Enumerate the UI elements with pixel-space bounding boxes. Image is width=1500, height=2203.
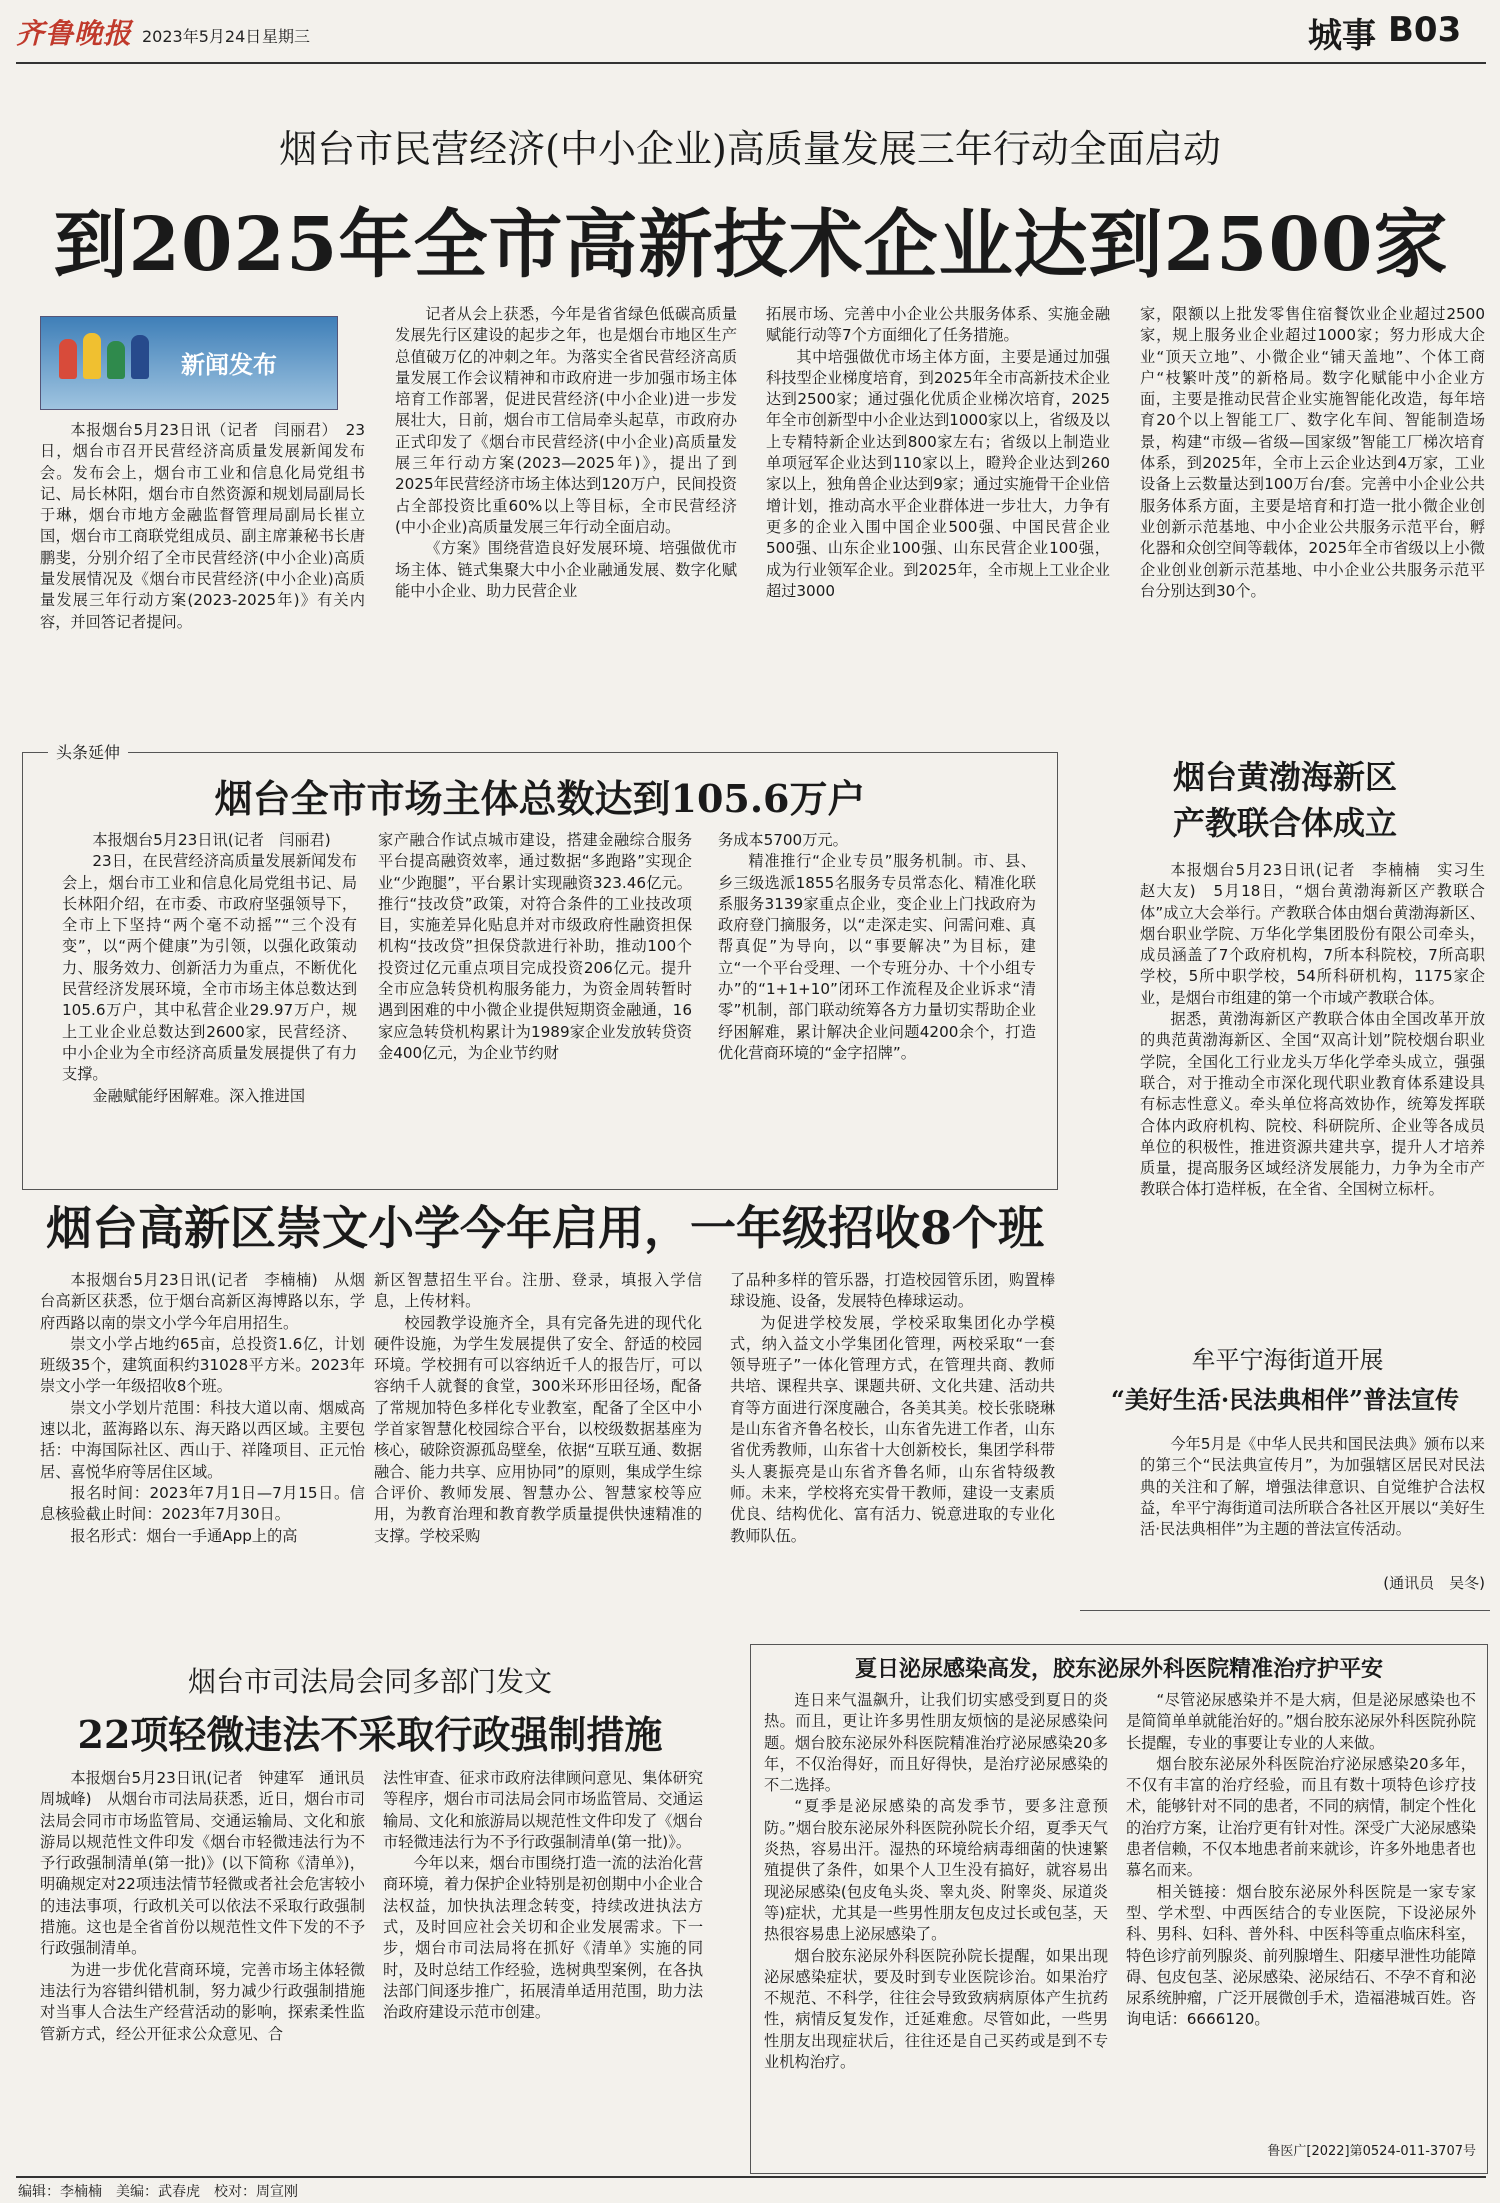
muping-kicker: 牟平宁海街道开展 xyxy=(1191,1346,1384,1374)
newspaper-logo: 齐鲁晚报 xyxy=(16,17,133,50)
muping-headline: “美好生活·民法典相伴”普法宣传 xyxy=(1111,1385,1459,1414)
microphone-icon xyxy=(131,335,149,379)
school-column-1 xyxy=(40,1270,365,1640)
school-headline: 烟台高新区崇文小学今年启用，一年级招收8个班 xyxy=(45,1201,1044,1255)
divider xyxy=(1080,1610,1490,1611)
microphone-icon xyxy=(107,341,125,379)
paragraph: 拓展市场、完善中小企业公共服务体系、实施金融赋能行动等7个方面细化了任务措施。 xyxy=(766,305,1110,345)
paragraph: 法性审查、征求市政府法律顾问意见、集体研究等程序，烟台市司法局会同市场监管局、交通运输局、文化和旅游局以规范性文件印发了《烟台市轻微违法行为不予行政强制清单(第一批)》。 xyxy=(383,1769,703,1851)
paragraph: 本报烟台5月23日讯(记者 李楠楠 实习生 赵大友) 5月18日，“烟台黄渤海新区产教联合体”成立大会举行。产教联合体由烟台黄渤海新区、烟台职业学院、万华化学集团股份有限公司牵头，成员涵盖了7个政府机构，7所本科院校，7所高职学校，5所中职学校，54所科研机构，1175家企业，是烟台市组建的第一个市域产教联合体。 xyxy=(1140,861,1500,1007)
paragraph: 崇文小学划片范围：科技大道以南、烟威高速以北，蓝海路以东、海天路以西区域。主要包括：中海国际社区、西山于、祥隆项目、正元怡居、喜悦华府等居住区域。 xyxy=(40,1398,365,1481)
ad-license: 鲁医广[2022]第0524-011-3707号 xyxy=(1267,2144,1476,2159)
legal-column-2 xyxy=(383,1768,703,2168)
paragraph: 家产融合作试点城市建设，搭建金融综合服务平台提高融资效率，通过数据“多跑路”实现企业“少跑腿”，平台累计实现融资323.46亿元。推行“技改贷”政策，对符合条件的工业技改项目，实施差异化贴息并对市级政府性融资担保机构“技改贷”担保贷款进行补助，推动100个投资过亿元重点项目完成投资206亿元。提升全市应急转贷机构服务能力，为资金周转暂时遇到困难的中小微企业提供短期资金融通，16家应急转贷机构累计为1989家企业发放转贷资金400亿元，为企业节约财 xyxy=(378,831,692,1062)
paragraph: 据悉，黄渤海新区产教联合体由全国改革开放的典范黄渤海新区、全国“双高计划”院校烟台职业学院，全国化工行业龙头万华化学牵头成立，强强联合，对于推动全市深化现代职业教育体系建设具有标志性意义。牵头单位将高效协作，统筹发挥联合体内政府机构、院校、科研院所、企业等各成员单位的积极性，推进资源共建共享，提升人才培养质量，提高服务区域经济发展能力，力争为全市产教联合体打造样板，在全省、全国树立标杆。 xyxy=(1140,1010,1485,1199)
paragraph: 本报烟台5月23日讯(记者 闫丽君) xyxy=(92,831,331,849)
paragraph: 连日来气温飙升，让我们切实感受到夏日的炎热。而且，更让许多男性朋友烦恼的是泌尿感染问题。烟台胶东泌尿外科医院精准治疗泌尿感染20多年，不仅治得好，而且好得快，是治疗泌尿感染的不二选择。 xyxy=(764,1691,1108,1795)
paragraph: 为进一步优化营商环境，完善市场主体轻微违法行为容错纠错机制，努力减少行政强制措施对当事人合法生产经营活动的影响，探索柔性监管新方式，经公开征求公众意见、合 xyxy=(40,1960,365,2043)
news-release-label: 新闻发布 xyxy=(181,351,277,379)
industry-headline-line-1: 烟台黄渤海新区 xyxy=(1172,758,1397,796)
section-tag: 头条延伸 xyxy=(48,740,128,763)
masthead-rule xyxy=(16,62,1486,64)
paragraph: 烟台胶东泌尿外科医院治疗泌尿感染20多年，不仅有丰富的治疗经验，而且有数十项特色诊疗技术，能够针对不同的患者，不同的病情，制定个性化的治疗方案，让治疗更有针对性。深受广大泌尿感染患者信赖，不仅本地患者前来就诊，许多外地患者也慕名而来。 xyxy=(1126,1754,1476,1880)
market-column-2 xyxy=(378,830,692,1180)
paragraph: 新区智慧招生平台。注册、登录，填报入学信息，上传材料。 xyxy=(374,1271,702,1311)
paragraph: 了品种多样的管乐器，打造校园管乐团，购置棒球设施、设备，发展特色棒球运动。 xyxy=(730,1271,1055,1311)
paragraph: 校园教学设施齐全，具有完备先进的现代化硬件设施，为学生发展提供了安全、舒适的校园环境。学校拥有可以容纳近千人的报告厅，可以容纳千人就餐的食堂，300米环形田径场，配备了常规加特色多样化专业教室，配备了全区中小学首家智慧化校园综合平台，以校级数据基座为核心，破除资源孤岛壁垒，依据“互联互通、数据融合、能力共享、应用协同”的原则，集成学生综合评价、教师发展、智慧办公、智慧家校等应用，为教育治理和教育教学质量提供快速精准的支撑。学校采购 xyxy=(374,1313,702,1545)
market-column-1 xyxy=(62,830,357,1180)
lead-column-2 xyxy=(395,304,737,704)
paragraph: 报名形式：烟台一手通App上的高 xyxy=(70,1526,298,1545)
lead-kicker: 烟台市民营经济(中小企业)高质量发展三年行动全面启动 xyxy=(279,127,1221,171)
issue-date: 2023年5月24日 xyxy=(142,27,262,46)
lead-column-3 xyxy=(766,304,1110,704)
lead-headline: 到2025年全市高新技术企业达到2500家 xyxy=(53,202,1449,288)
industry-headline-line-2: 产教联合体成立 xyxy=(1172,804,1397,842)
paragraph: “夏季是泌尿感染的高发季节，要多注意预防。”烟台胶东泌尿外科医院孙院长介绍，夏季天气炎热，容易出汗。湿热的环境给病毒细菌的快速繁殖提供了条件，如果个人卫生没有搞好，就容易出现泌尿感染(包皮龟头炎、睾丸炎、附睾炎、尿道炎等)症状，尤其是一些男性朋友包皮过长或包茎，天热很容易患上泌尿感染了。 xyxy=(764,1797,1108,1944)
footer-rule xyxy=(16,2176,1486,2178)
paragraph: 务成本5700万元。 xyxy=(718,831,848,849)
paragraph: 本报烟台5月23日讯（记者 闫丽君） 23日，烟台市召开民营经济高质量发展新闻发布会。发布会上，烟台市工业和信息化局党组书记、局长林阳，烟台市自然资源和规划局副局长于琳，烟台市地方金融监督管理局副局长崔立国，烟台市工商联党组成员、副主席兼秘书长唐鹏斐，分别介绍了全市民营经济(中小企业)高质量发展情况及《烟台市民营经济(中小企业)高质量发展三年行动方案(2023-2025年)》有关内容，并回答记者提问。 xyxy=(40,421,365,631)
microphone-icon xyxy=(59,339,77,379)
news-release-badge xyxy=(40,316,338,410)
lead-column-4 xyxy=(1140,304,1485,704)
legal-column-1 xyxy=(40,1768,381,2168)
issue-weekday: 星期三 xyxy=(262,27,311,46)
ad-column-1 xyxy=(764,1690,1108,2160)
legal-headline: 22项轻微违法不采取行政强制措施 xyxy=(77,1712,663,1757)
page-number: B03 xyxy=(1388,10,1462,50)
paragraph: 今年5月是《中华人民共和国民法典》颁布以来的第三个“民法典宣传月”，为加强辖区居民对民法典的关注和了解，增强法律意识、自觉维护合法权益，牟平宁海街道司法所联合各社区开展以“美好生活·民法典相伴”为主题的普法宣传活动。 xyxy=(1140,1435,1485,1539)
paragraph: 崇文小学占地约65亩，总投资1.6亿，计划班级35个，建筑面积约31028平方米。2023年崇文小学一年级招收8个班。 xyxy=(40,1334,365,1396)
market-headline: 烟台全市市场主体总数达到105.6万户 xyxy=(214,776,866,821)
muping-byline: (通讯员 吴冬) xyxy=(1383,1574,1485,1592)
paragraph: 《方案》围绕营造良好发展环境、培强做优市场主体、链式集聚大中小企业融通发展、数字化赋能中小企业、助力民营企业 xyxy=(395,539,737,600)
paragraph: 今年以来，烟台市围绕打造一流的法治化营商环境，着力保护企业特别是初创期中小企业合法权益，加快执法理念转变，持续改进执法方式，及时回应社会关切和企业发展需求。下一步，烟台市司法局将在抓好《清单》实施的同时，及时总结工作经验，选树典型案例，在各执法部门间逐步推广，拓展清单适用范围，助力法治政府建设示范市创建。 xyxy=(383,1854,703,2022)
paragraph: “尽管泌尿感染并不是大病，但是泌尿感染也不是简简单单就能治好的。”烟台胶东泌尿外科医院孙院长提醒，专业的事要让专业的人来做。 xyxy=(1126,1691,1476,1752)
ad-headline: 夏日泌尿感染高发，胶东泌尿外科医院精准治疗护平安 xyxy=(854,1656,1383,1682)
paragraph: 为促进学校发展，学校采取集团化办学模式，纳入益文小学集团化管理，两校采取“一套领导班子”一体化管理方式，在管理共商、教师共培、课程共享、课题共研、文化共建、活动共育等方面进行深度融合，各美其美。校长张晓琳是山东省齐鲁名校长，山东省先进工作者，山东省优秀教师，山东省十大创新校长，集团学科带头人裹振亮是山东省齐鲁名师，山东省特级教师。未来，学校将充实骨干教师，建设一支素质优良、结构优化、富有活力、锐意进取的专业化教师队伍。 xyxy=(730,1313,1055,1545)
paragraph: 本报烟台5月23日讯(记者 钟建军 通讯员 周城峰) 从烟台市司法局获悉，近日，烟台市司法局会同市市场监管局、交通运输局、文化和旅游局以规范性文件印发《烟台市轻微违法行为不予行政强制清单(第一批)》(以下简称《清单》)，明确规定对22项违法情节轻微或者社会危害较小的违法事项，行政机关可以依法不采取行政强制措施。这也是全省首份以规范性文件下发的不予行政强制清单。 xyxy=(40,1769,381,1958)
paragraph: 相关链接：烟台胶东泌尿外科医院是一家专家型、学术型、中西医结合的专业医院，下设泌尿外科、男科、妇科、普外科、中医科等重点临床科室，特色诊疗前列腺炎、前列腺增生、阳痿早泄性功能障碍、包皮包茎、泌尿感染、泌尿结石、不孕不育和泌尿系统肿瘤，广泛开展微创手术，造福港城百姓。咨询电话：6666120。 xyxy=(1126,1882,1476,2029)
editor-credits: 编辑：李楠楠 美编：武春虎 校对：周宣刚 xyxy=(18,2184,298,2200)
industry-body xyxy=(1140,860,1500,1290)
paragraph: 报名时间：2023年7月1日—7月15日。信息核验截止时间：2023年7月30日。 xyxy=(40,1483,365,1524)
paragraph: 23日，在民营经济高质量发展新闻发布会上，烟台市工业和信息化局党组书记、局长林阳介绍，在市委、市政府坚强领导下，全市上下坚持“两个毫不动摇”“三个没有变”，以“两个健康”为引领，以强化政策动力、服务效力、创新活力为重点，不断优化民营经济发展环境，全市市场主体总数达到105.6万户，其中私营企业29.97万户，规上工业企业总数达到2600家，民营经济、中小企业为全市经济高质量发展提供了有力支撑。 xyxy=(62,852,357,1084)
market-column-3 xyxy=(718,830,1036,1180)
school-column-3 xyxy=(730,1270,1055,1640)
legal-kicker: 烟台市司法局会同多部门发文 xyxy=(187,1665,552,1698)
paragraph: 家，限额以上批发零售住宿餐饮业企业超过2500家，规上服务业企业超过1000家；努力形成大企业“顶天立地”、小微企业“铺天盖地”、个体工商户“枝繁叶茂”的新格局。数字化赋能中小企业方面，主要是推动民营企业实施智能化改造，每年培育20个以上智能工厂、数字化车间、智能制造场景，构建“市级—省级—国家级”智能工厂梯次培育体系，到2025年，全市上云企业达到4万家，工业设备上云数量达到100万台/套。完善中小企业公共服务体系方面，主要是培育和打造一批小微企业创业创新示范基地、中小企业公共服务示范平台，孵化器和众创空间等载体，2025年全市省级以上小微企业创业创新示范基地、中小企业公共服务示范平台分别达到30个。 xyxy=(1140,305,1485,600)
paragraph: 记者从会上获悉，今年是省省绿色低碳高质量发展先行区建设的起步之年，也是烟台市地区生产总值破万亿的冲刺之年。为落实全省民营经济高质量发展工作会议精神和市政府进一步加强市场主体培育工作部署，促进民营经济(中小企业)进一步发展壮大，日前，烟台市工信局牵头起草，市政府办正式印发了《烟台市民营经济(中小企业)高质量发展三年行动方案(2023—2025年)》，提出了到2025年民营经济市场主体达到120万户，民间投资占全部投资比重60%以上等目标，全市民营经济(中小企业)高质量发展三年行动全面启动。 xyxy=(395,305,737,536)
school-column-2 xyxy=(374,1270,702,1640)
paragraph: 精准推行“企业专员”服务机制。市、县、乡三级选派1855名服务专员常态化、精准化联系服务3139家重点企业，变企业上门找政府为政府登门摘服务，以“走深走实、问需问难、真帮真促”为导向，以“事要解决”为目标，建立“一个平台受理、一个专班分办、十个小组专办”的“1+1+10”闭环工作流程及企业诉求“清零”机制，部门联动统筹各方力量切实帮助企业纾困解难，累计解决企业问题4200余个，打造优化营商环境的“金字招牌”。 xyxy=(718,852,1036,1062)
paragraph: 其中培强做优市场主体方面，主要是通过加强科技型企业梯度培育，到2025年全市高新技术企业达到2500家；通过强化优质企业梯次培育，2025年全市创新型中小企业达到1000家以上，省级及以上专精特新企业达到800家左右；省级以上制造业单项冠军企业达到110家以上，瞪羚企业达到260家以上，独角兽企业达到9家；通过实施骨干企业倍增计划，推动高水平企业群体进一步壮大，力争有更多的企业入围中国企业500强、中国民营企业500强、山东企业100强、山东民营企业100强，成为行业领军企业。到2025年，全市规上工业企业超过3000 xyxy=(766,347,1110,600)
ad-column-2 xyxy=(1126,1690,1476,2130)
lead-column-1 xyxy=(40,420,365,710)
muping-body xyxy=(1140,1434,1485,1564)
section-name: 城事 xyxy=(1308,16,1376,56)
microphone-icon xyxy=(83,333,101,379)
paragraph: 本报烟台5月23日讯(记者 李楠楠) 从烟台高新区获悉，位于烟台高新区海博路以东，学府西路以南的崇文小学今年启用招生。 xyxy=(40,1271,365,1332)
paragraph: 金融赋能纾困解难。深入推进国 xyxy=(92,1086,306,1105)
paragraph: 烟台胶东泌尿外科医院孙院长提醒，如果出现泌尿感染症状，要及时到专业医院诊治。如果治疗不规范、不科学，往往会导致致病病原体产生抗药性，病情反复发作，迁延难愈。尽管如此，一些男性朋友出现症状后，往往还是自己买药或是到不专业机构治疗。 xyxy=(764,1946,1108,2072)
